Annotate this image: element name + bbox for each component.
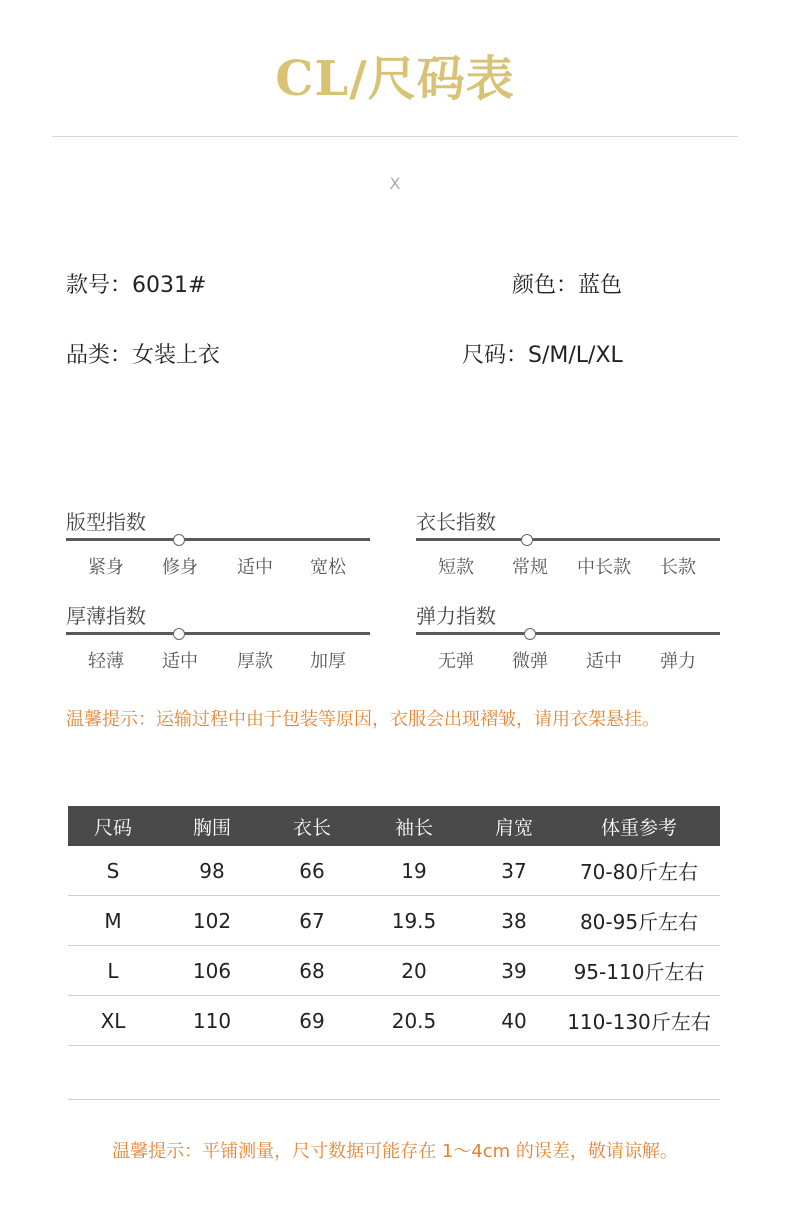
table-cell: 20.5	[391, 1008, 437, 1033]
column-header: 衣长	[292, 816, 331, 839]
care-notice: 温馨提示：运输过程中由于包装等原因，衣服会出现褶皱，请用衣架悬挂。	[66, 709, 660, 730]
table-row	[68, 896, 720, 946]
product-sizes: 尺码：S/M/L/XL	[462, 343, 623, 368]
elasticity-index-track	[416, 632, 720, 635]
fit-option: 紧身	[88, 557, 124, 578]
thickness-option: 适中	[162, 651, 198, 672]
title-divider	[52, 136, 738, 137]
table-cell: 110	[192, 1008, 232, 1033]
column-header: 肩宽	[494, 816, 533, 839]
length-index-title: 衣长指数	[416, 510, 496, 534]
page-title: CL/尺码表	[275, 51, 515, 107]
table-cell: 19	[401, 858, 427, 883]
product-category: 品类：女装上衣	[66, 343, 221, 368]
thickness-index-knob	[173, 628, 185, 640]
table-cell: 110-130斤左右	[567, 1010, 711, 1034]
thickness-option: 厚款	[237, 651, 273, 672]
fit-index-track	[66, 538, 370, 541]
length-option: 短款	[438, 557, 474, 578]
elasticity-option: 弹力	[660, 651, 696, 672]
elasticity-option: 无弹	[438, 651, 474, 672]
product-color: 颜色：蓝色	[512, 273, 623, 298]
close-icon[interactable]: X	[389, 174, 401, 193]
length-option: 中长款	[577, 557, 631, 578]
style-number: 款号：6031#	[66, 273, 207, 298]
table-cell: 68	[299, 958, 325, 983]
length-index-track	[416, 538, 720, 541]
thickness-option: 轻薄	[88, 651, 124, 672]
table-cell: 66	[299, 858, 325, 883]
column-header: 尺码	[93, 816, 132, 839]
table-cell: 69	[299, 1008, 325, 1033]
fit-option: 修身	[162, 557, 198, 578]
table-cell: 98	[199, 858, 225, 883]
table-row	[68, 846, 720, 896]
table-cell: 40	[501, 1008, 527, 1033]
table-cell: 39	[501, 958, 527, 983]
table-cell: 95-110斤左右	[573, 960, 705, 984]
column-header: 胸围	[192, 816, 231, 839]
table-row	[68, 946, 720, 996]
fit-option: 宽松	[310, 557, 346, 578]
table-cell: 38	[501, 908, 527, 933]
fit-option: 适中	[237, 557, 273, 578]
bottom-divider	[68, 1099, 720, 1100]
thickness-index-title: 厚薄指数	[66, 604, 146, 628]
elasticity-option: 微弹	[512, 651, 548, 672]
table-cell: 106	[192, 958, 232, 983]
fit-index-knob	[173, 534, 185, 546]
table-cell: L	[107, 958, 119, 983]
length-index-knob	[521, 534, 533, 546]
elasticity-index-title: 弹力指数	[416, 604, 496, 628]
table-cell: 70-80斤左右	[579, 860, 699, 884]
length-option: 常规	[512, 557, 548, 578]
column-header: 袖长	[394, 816, 433, 839]
length-option: 长款	[660, 557, 696, 578]
fit-index-title: 版型指数	[66, 510, 146, 534]
table-cell: 20	[401, 958, 427, 983]
table-cell: XL	[100, 1008, 126, 1033]
table-cell: 67	[299, 908, 325, 933]
elasticity-option: 适中	[586, 651, 622, 672]
table-cell: M	[104, 908, 122, 933]
table-cell: 102	[192, 908, 232, 933]
elasticity-index-knob	[524, 628, 536, 640]
table-cell: 19.5	[391, 908, 437, 933]
size-table	[68, 806, 720, 1046]
table-cell: 80-95斤左右	[579, 910, 699, 934]
table-cell: 37	[501, 858, 527, 883]
table-cell: S	[106, 858, 120, 883]
column-header: 体重参考	[600, 816, 677, 839]
measurement-notice: 温馨提示：平铺测量，尺寸数据可能存在 1～4cm 的误差，敬请谅解。	[112, 1141, 678, 1162]
table-row	[68, 996, 720, 1046]
thickness-option: 加厚	[310, 651, 346, 672]
table-header	[68, 806, 720, 846]
thickness-index-track	[66, 632, 370, 635]
